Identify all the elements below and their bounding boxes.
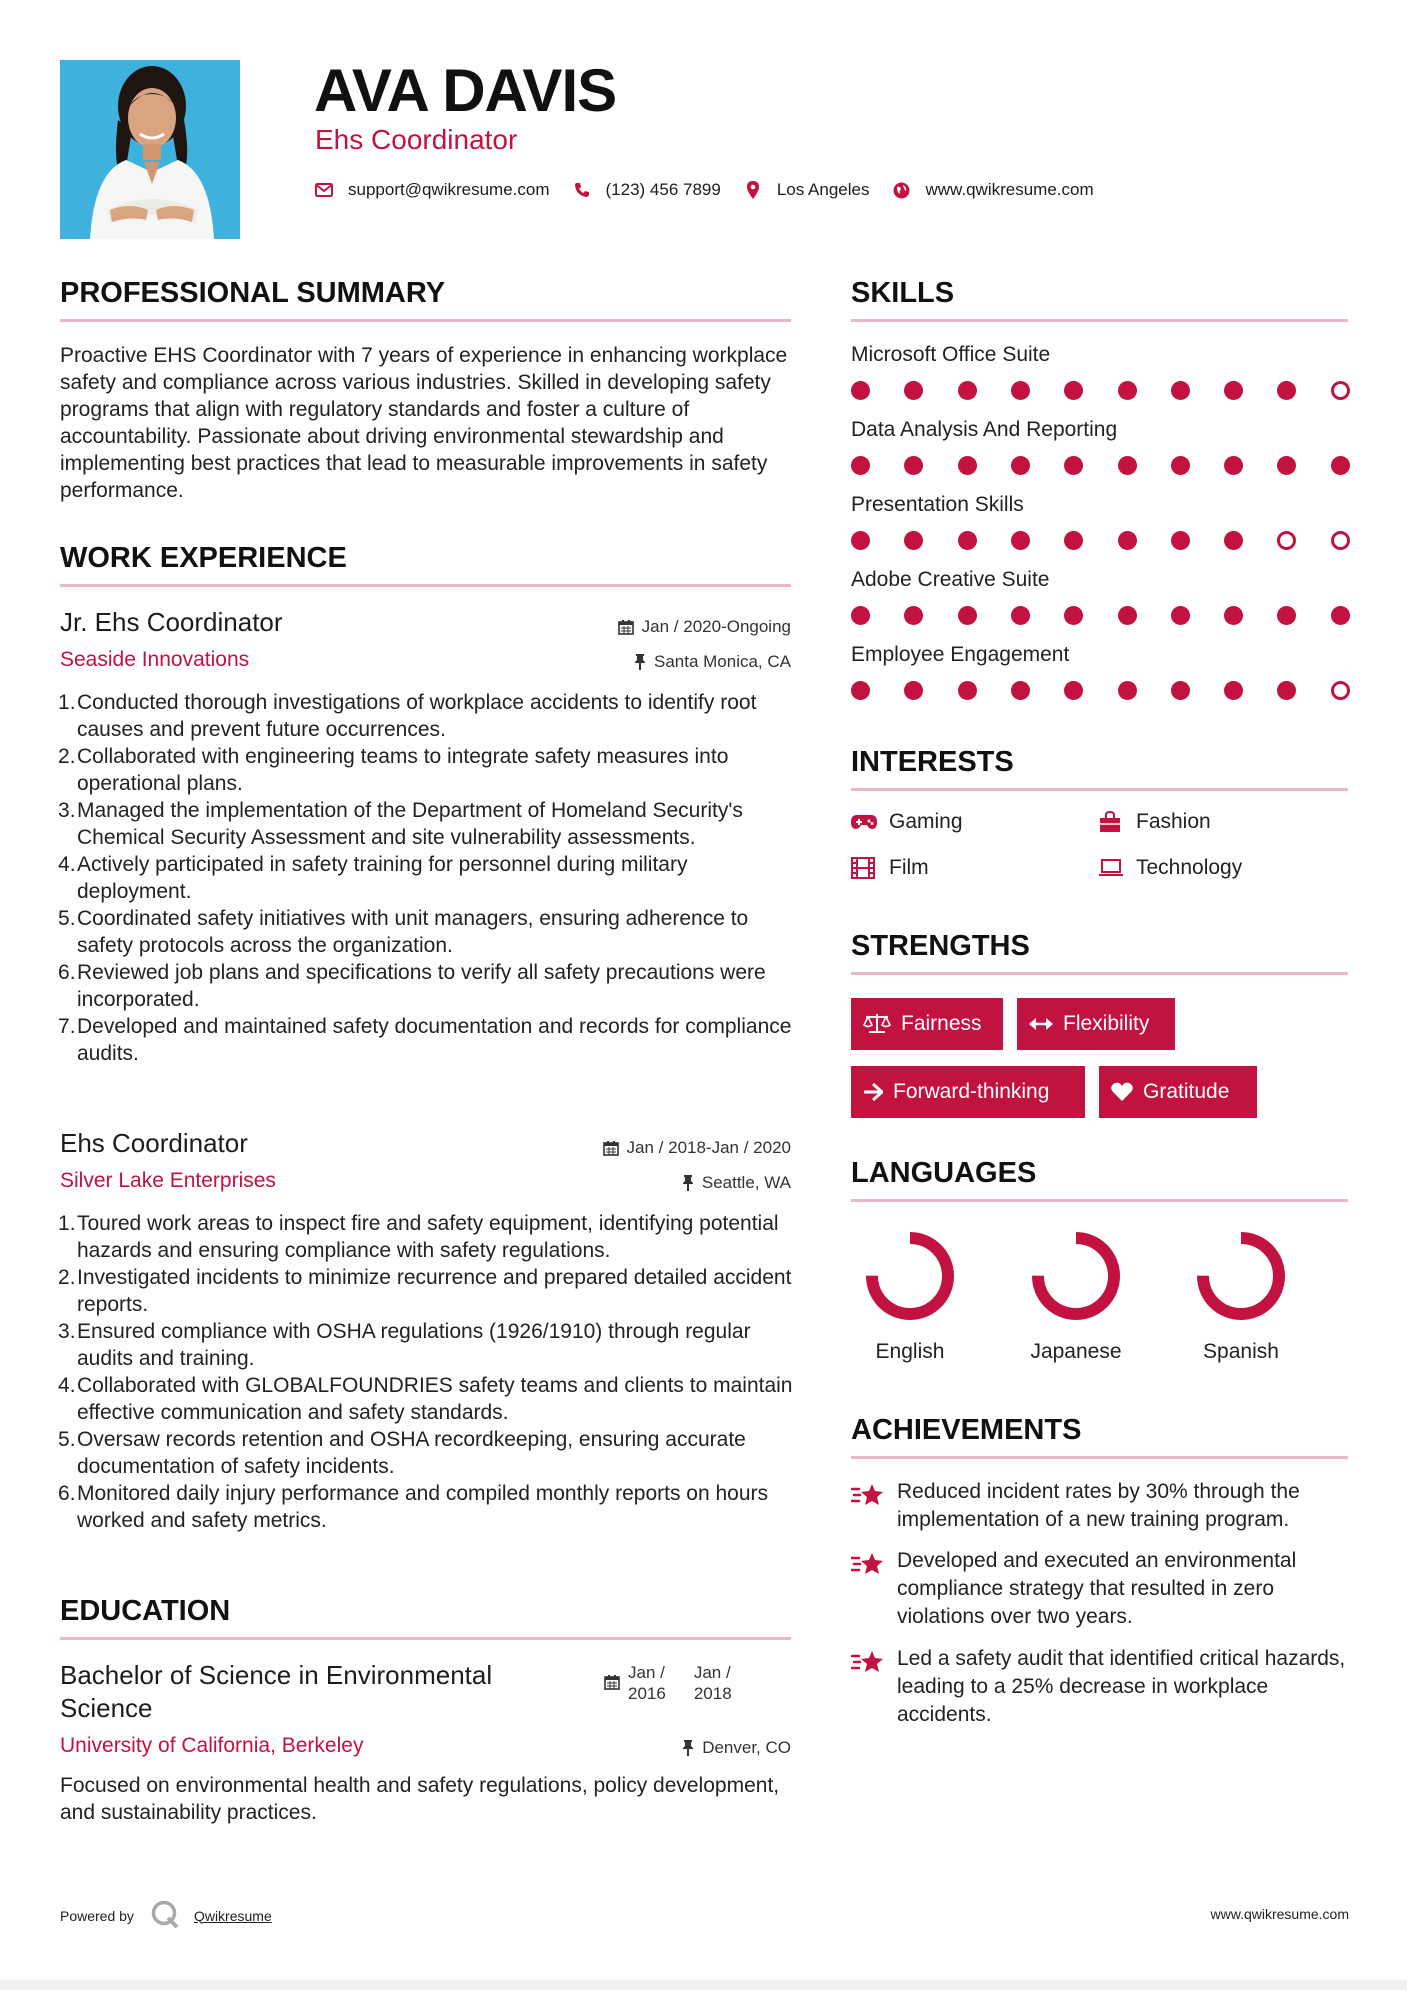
achievements-heading: ACHIEVEMENTS bbox=[851, 1414, 1082, 1446]
skill-name: Employee Engagement bbox=[851, 643, 1070, 666]
job-location-text: Seattle, WA bbox=[701, 1173, 791, 1192]
qwikresume-logo-icon bbox=[150, 1900, 180, 1931]
laptop-icon bbox=[1098, 856, 1126, 880]
job-location bbox=[491, 1172, 791, 1194]
date-part: Jan / bbox=[693, 1663, 731, 1682]
languages-heading: LANGUAGES bbox=[851, 1157, 1037, 1189]
job-title: Ehs Coordinator bbox=[60, 1128, 248, 1158]
rating-dot-filled bbox=[904, 531, 923, 550]
rating-dot-filled bbox=[1064, 681, 1083, 700]
achievement-item bbox=[851, 1645, 1351, 1729]
contact-email[interactable]: support@qwikresume.com bbox=[348, 180, 550, 199]
footer-website[interactable]: www.qwikresume.com bbox=[1210, 1906, 1349, 1922]
language-item bbox=[1011, 1226, 1141, 1364]
interest-label: Technology bbox=[1136, 856, 1243, 879]
language-name: English bbox=[875, 1340, 945, 1363]
list-item: Collaborated with GLOBALFOUNDRIES safety teams and clients to maintain effective communication and safety standards. bbox=[77, 1374, 793, 1424]
rating-dot-filled bbox=[851, 531, 870, 550]
degree-line: Bachelor of Science in Environmental bbox=[60, 1660, 493, 1690]
shooting-star-icon bbox=[851, 1549, 887, 1631]
skill-rating bbox=[851, 681, 1351, 701]
rating-dot-filled bbox=[1118, 381, 1137, 400]
language-level-ring bbox=[860, 1226, 960, 1326]
powered-by-label: Powered by bbox=[60, 1907, 134, 1924]
footer-credit bbox=[60, 1900, 272, 1931]
interest-label: Gaming bbox=[889, 810, 963, 833]
rating-dot-filled bbox=[851, 456, 870, 475]
experience-rule bbox=[60, 584, 791, 587]
strengths-rule bbox=[851, 972, 1348, 975]
education-description: Focused on environmental health and safety regulations, policy development, and sustainability practices. bbox=[60, 1774, 780, 1824]
strength-badge bbox=[1099, 1066, 1257, 1118]
rating-dot-filled bbox=[1011, 681, 1030, 700]
date-part: 2018 bbox=[693, 1684, 732, 1703]
rating-dot-filled bbox=[958, 606, 977, 625]
film-icon bbox=[851, 856, 879, 880]
skill-rating bbox=[851, 531, 1351, 551]
skill-rating bbox=[851, 381, 1351, 401]
list-item: Actively participated in safety training for personnel during military deployment. bbox=[77, 853, 688, 903]
rating-dot-filled bbox=[904, 606, 923, 625]
rating-dot-filled bbox=[1224, 531, 1243, 550]
achievements-rule bbox=[851, 1456, 1348, 1459]
language-item bbox=[845, 1226, 975, 1364]
rating-dot-filled bbox=[1171, 606, 1190, 625]
list-item: Monitored daily injury performance and compiled monthly reports on hours worked and safety metrics. bbox=[77, 1482, 769, 1532]
rating-dot-filled bbox=[904, 456, 923, 475]
job-location-text: Santa Monica, CA bbox=[653, 652, 791, 671]
summary-rule bbox=[60, 319, 791, 322]
interests-heading: INTERESTS bbox=[851, 746, 1014, 778]
start-date bbox=[628, 1662, 666, 1704]
strength-badge bbox=[1017, 998, 1175, 1050]
rating-dot-filled bbox=[958, 531, 977, 550]
experience-heading: WORK EXPERIENCE bbox=[60, 542, 347, 574]
profile-photo bbox=[60, 60, 240, 239]
list-item: Conducted thorough investigations of workplace accidents to identify root causes and prevent future occurrences. bbox=[77, 691, 757, 741]
rating-dot-filled bbox=[958, 456, 977, 475]
shopping-bag-icon bbox=[1098, 810, 1126, 834]
job-duties-list bbox=[59, 689, 799, 1067]
phone-icon bbox=[572, 180, 592, 200]
rating-dot-filled bbox=[1011, 381, 1030, 400]
heart-icon bbox=[1111, 1082, 1133, 1102]
job-dates-text: Jan / 2020-Ongoing bbox=[641, 617, 791, 636]
globe-icon bbox=[891, 180, 911, 200]
list-item: Investigated incidents to minimize recurrence and prepared detailed accident reports. bbox=[77, 1266, 792, 1316]
date-part: 2016 bbox=[628, 1684, 666, 1703]
summary-heading: PROFESSIONAL SUMMARY bbox=[60, 277, 446, 309]
bottom-bar bbox=[0, 1980, 1407, 1990]
rating-dot-empty bbox=[1277, 531, 1296, 550]
envelope-icon bbox=[314, 180, 334, 200]
strength-label: Flexibility bbox=[1063, 1012, 1150, 1035]
contact-website[interactable]: www.qwikresume.com bbox=[925, 180, 1094, 199]
rating-dot-filled bbox=[904, 681, 923, 700]
candidate-title: Ehs Coordinator bbox=[315, 124, 518, 155]
rating-dot-filled bbox=[1011, 456, 1030, 475]
list-item: Toured work areas to inspect fire and safety equipment, identifying potential hazards and ensuring compliance with safety regulations. bbox=[77, 1212, 779, 1262]
pushpin-icon bbox=[634, 654, 646, 670]
rating-dot-filled bbox=[1118, 681, 1137, 700]
strength-label: Fairness bbox=[901, 1012, 982, 1035]
strength-label: Gratitude bbox=[1143, 1080, 1230, 1103]
skill-rating bbox=[851, 456, 1351, 476]
rating-dot-filled bbox=[1011, 531, 1030, 550]
job-company: Seaside Innovations bbox=[60, 648, 250, 671]
rating-dot-filled bbox=[1118, 531, 1137, 550]
rating-dot-filled bbox=[1064, 381, 1083, 400]
education-location bbox=[491, 1737, 791, 1759]
calendar-icon bbox=[604, 1674, 620, 1690]
contact-phone[interactable]: (123) 456 7899 bbox=[605, 180, 721, 199]
summary-text: Proactive EHS Coordinator with 7 years of experience in enhancing workplace safety and compliance across various industries. Skilled in developing safety programs that align with regulatory standards and foster a culture of accountability. Passionate about driving environmental stewardship and implementing best practices that lead to measurable improvements in safety performance. bbox=[60, 344, 788, 502]
balance-scale-icon bbox=[863, 1013, 891, 1035]
degree-line: Science bbox=[60, 1693, 153, 1723]
list-item: Oversaw records retention and OSHA recordkeeping, ensuring accurate documentation of safety incidents. bbox=[77, 1428, 746, 1478]
list-item: Coordinated safety initiatives with unit managers, ensuring adherence to safety protocols across the organization. bbox=[77, 907, 749, 957]
job-dates-text: Jan / 2018-Jan / 2020 bbox=[626, 1138, 791, 1157]
education-dates bbox=[604, 1662, 732, 1704]
rating-dot-filled bbox=[1277, 681, 1296, 700]
rating-dot-filled bbox=[1277, 606, 1296, 625]
rating-dot-empty bbox=[1331, 531, 1350, 550]
skill-name: Data Analysis And Reporting bbox=[851, 418, 1118, 441]
rating-dot-filled bbox=[851, 681, 870, 700]
interest-item bbox=[851, 808, 963, 836]
shooting-star-icon bbox=[851, 1647, 887, 1729]
job-title: Jr. Ehs Coordinator bbox=[60, 607, 283, 637]
achievement-text: Reduced incident rates by 30% through the implementation of a new training program. bbox=[897, 1480, 1300, 1531]
language-level-ring bbox=[1191, 1226, 1291, 1326]
rating-dot-filled bbox=[1277, 456, 1296, 475]
job-dates bbox=[491, 1137, 791, 1159]
rating-dot-filled bbox=[1118, 456, 1137, 475]
date-part: Jan / bbox=[628, 1663, 665, 1682]
list-item: Reviewed job plans and specifications to verify all safety precautions were incorporated. bbox=[77, 961, 766, 1011]
language-level-ring bbox=[1026, 1226, 1126, 1326]
calendar-icon bbox=[603, 1140, 619, 1156]
job-dates bbox=[491, 616, 791, 638]
rating-dot-filled bbox=[1224, 606, 1243, 625]
interest-item bbox=[851, 854, 929, 882]
contact-bar bbox=[314, 178, 1116, 202]
rating-dot-filled bbox=[1224, 456, 1243, 475]
arrow-right-icon bbox=[863, 1083, 883, 1101]
rating-dot-filled bbox=[1224, 681, 1243, 700]
interest-label: Fashion bbox=[1136, 810, 1211, 833]
achievement-item bbox=[851, 1478, 1351, 1534]
list-item: Collaborated with engineering teams to integrate safety measures into operational plans. bbox=[77, 745, 729, 795]
job-location bbox=[491, 651, 791, 673]
map-pin-icon bbox=[743, 180, 763, 200]
language-name: Japanese bbox=[1030, 1340, 1122, 1363]
job-duties-list bbox=[59, 1210, 799, 1534]
interest-item bbox=[1098, 808, 1211, 836]
skill-name: Adobe Creative Suite bbox=[851, 568, 1050, 591]
end-date bbox=[694, 1662, 732, 1704]
rating-dot-filled bbox=[1277, 381, 1296, 400]
skills-rule bbox=[851, 319, 1348, 322]
languages-rule bbox=[851, 1199, 1348, 1202]
rating-dot-filled bbox=[958, 681, 977, 700]
contact-location: Los Angeles bbox=[776, 180, 870, 199]
rating-dot-filled bbox=[1171, 456, 1190, 475]
rating-dot-empty bbox=[1331, 681, 1350, 700]
rating-dot-filled bbox=[1118, 606, 1137, 625]
arrows-horizontal-icon bbox=[1029, 1017, 1053, 1031]
interests-rule bbox=[851, 788, 1348, 791]
pushpin-icon bbox=[682, 1740, 694, 1756]
rating-dot-filled bbox=[851, 381, 870, 400]
education-rule bbox=[60, 1637, 791, 1640]
rating-dot-filled bbox=[958, 381, 977, 400]
strength-label: Forward-thinking bbox=[893, 1080, 1050, 1103]
school-name: University of California, Berkeley bbox=[60, 1734, 364, 1757]
education-heading: EDUCATION bbox=[60, 1595, 231, 1627]
interest-label: Film bbox=[889, 856, 929, 879]
rating-dot-filled bbox=[1064, 456, 1083, 475]
skill-rating bbox=[851, 606, 1351, 626]
rating-dot-filled bbox=[851, 606, 870, 625]
language-name: Spanish bbox=[1203, 1340, 1279, 1363]
list-item: Developed and maintained safety documentation and records for compliance audits. bbox=[77, 1015, 792, 1065]
education-location-text: Denver, CO bbox=[702, 1738, 791, 1757]
list-item: Managed the implementation of the Department of Homeland Security's Chemical Security Assessment and site vulnerability assessments. bbox=[77, 799, 743, 849]
achievement-item bbox=[851, 1547, 1351, 1631]
candidate-name: AVA DAVIS bbox=[314, 57, 617, 124]
achievement-text: Developed and executed an environmental compliance strategy that resulted in zero violations over two years. bbox=[897, 1549, 1297, 1628]
rating-dot-filled bbox=[1171, 681, 1190, 700]
rating-dot-filled bbox=[1064, 531, 1083, 550]
rating-dot-filled bbox=[1064, 606, 1083, 625]
strength-badge bbox=[851, 998, 1003, 1050]
skill-name: Presentation Skills bbox=[851, 493, 1024, 516]
interest-item bbox=[1098, 854, 1242, 882]
list-item: Ensured compliance with OSHA regulations (1926/1910) through regular audits and training. bbox=[77, 1320, 751, 1370]
language-item bbox=[1176, 1226, 1306, 1364]
rating-dot-filled bbox=[1331, 606, 1350, 625]
rating-dot-filled bbox=[1011, 606, 1030, 625]
strengths-heading: STRENGTHS bbox=[851, 930, 1030, 962]
skill-name: Microsoft Office Suite bbox=[851, 343, 1051, 366]
shooting-star-icon bbox=[851, 1480, 887, 1534]
calendar-icon bbox=[618, 619, 634, 635]
pushpin-icon bbox=[682, 1175, 694, 1191]
job-company: Silver Lake Enterprises bbox=[60, 1169, 276, 1192]
degree-title bbox=[60, 1659, 492, 1725]
strength-badge bbox=[851, 1066, 1085, 1118]
rating-dot-empty bbox=[1331, 381, 1350, 400]
rating-dot-filled bbox=[1171, 381, 1190, 400]
rating-dot-filled bbox=[1331, 456, 1350, 475]
skills-heading: SKILLS bbox=[851, 277, 955, 309]
rating-dot-filled bbox=[904, 381, 923, 400]
rating-dot-filled bbox=[1224, 381, 1243, 400]
rating-dot-filled bbox=[1171, 531, 1190, 550]
brand-link[interactable]: Qwikresume bbox=[193, 1907, 272, 1924]
achievement-text: Led a safety audit that identified critical hazards, leading to a 25% decrease in workplace accidents. bbox=[897, 1647, 1346, 1726]
gamepad-icon bbox=[851, 810, 879, 834]
